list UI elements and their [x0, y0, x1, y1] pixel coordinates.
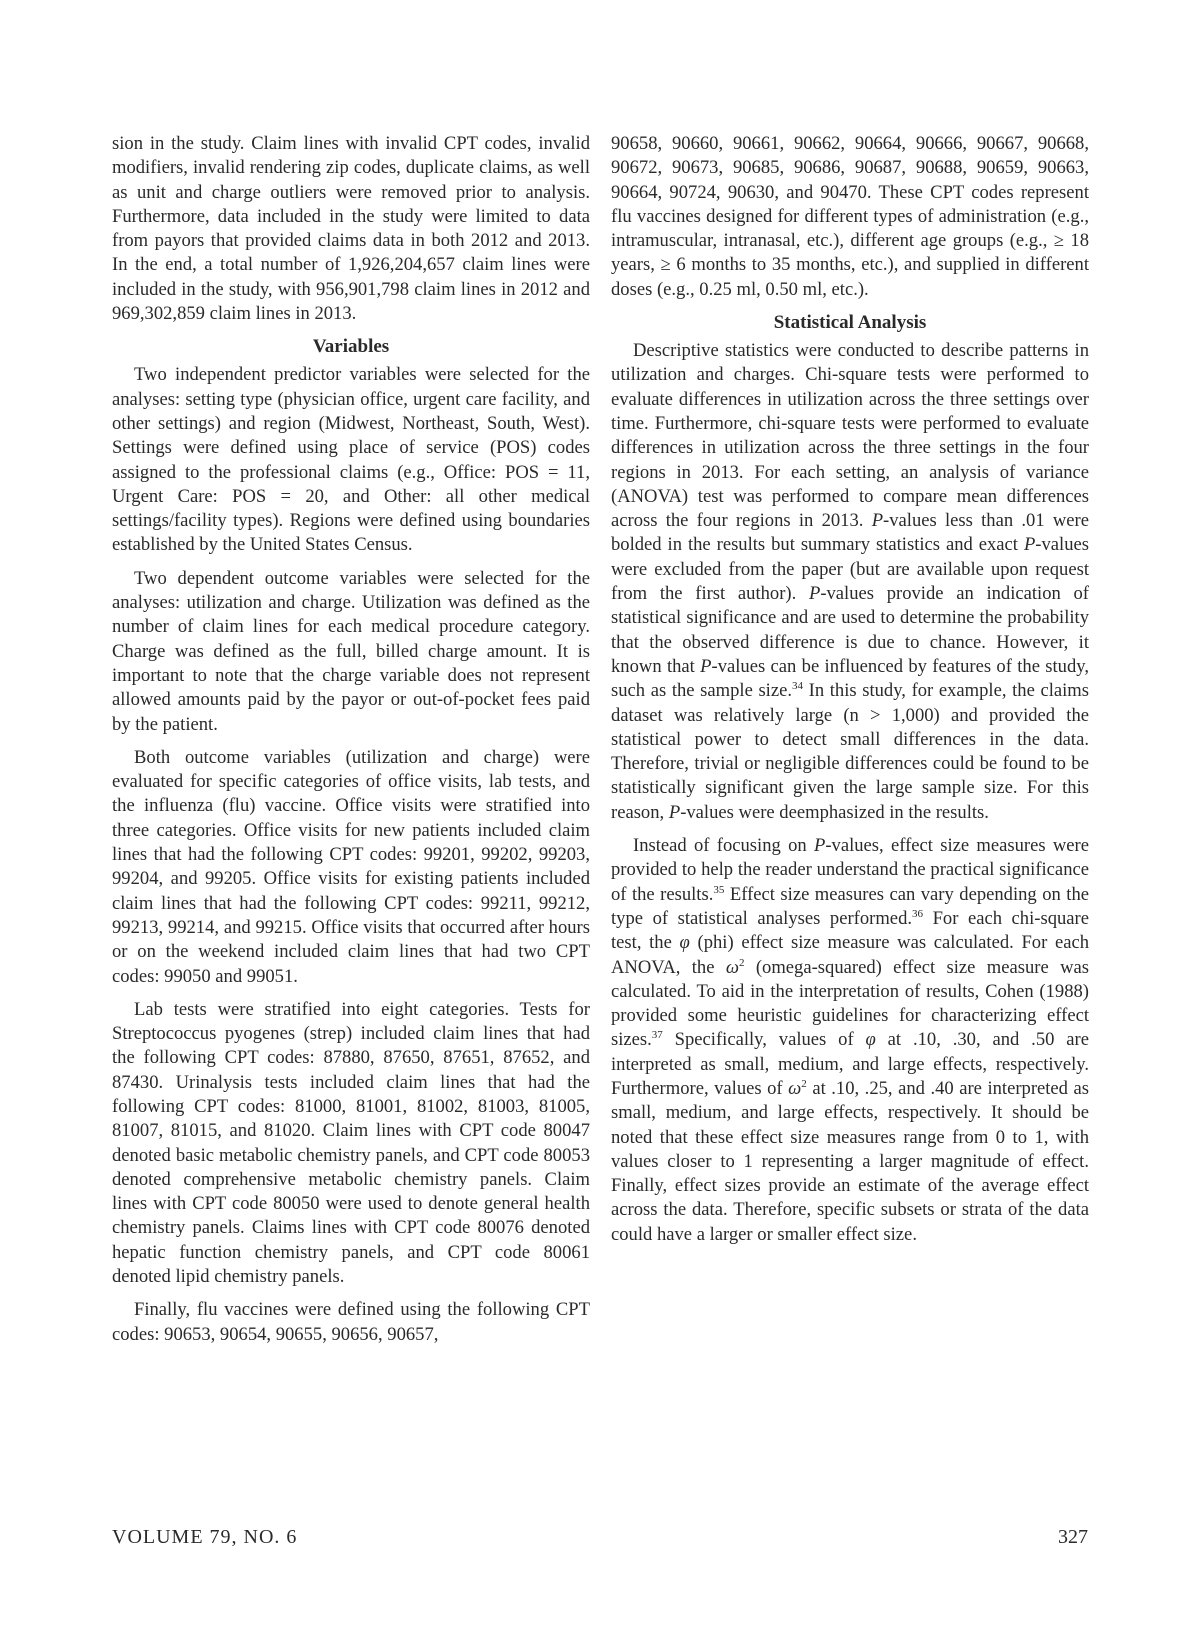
text-run: -values, effect size measures were provided to help the reader understand the practical significance of the results. [611, 835, 1090, 905]
text-run: -values were deemphasized in the results. [680, 801, 989, 823]
volume-label: VOLUME 79, NO. 6 [112, 1526, 298, 1548]
italic-p: P [808, 583, 821, 605]
page-number: 327 [1058, 1526, 1088, 1548]
superscript-2: 2 [801, 1077, 807, 1090]
italic-p: P [1023, 534, 1036, 556]
text-run: Effect size measures can vary depending on the type of statistical analyses performed. [611, 883, 1089, 929]
superscript-2: 2 [738, 956, 745, 969]
paragraph: Both outcome variables (utilization and charge) were evaluated for specific categories of office visits, lab tests, and the influenza (flu) vaccine. Office visits were stratified into three categories. Office visits for new patients included claim lines that had the following CPT codes: 99201, 99202, 99203, 99204, and 99205. Office visits for existing patients included claim lines that had the following CPT codes: 99211, 99212, 99213, 99214, and 99215. Office visits that occurred after hours or on the weekend included claim lines that had two CPT codes: 99050 and 99051. [112, 746, 590, 987]
paragraph: Two dependent outcome variables were selected for the analyses: utilization and charge. Utilization was defined as the number of claim lines for each medical procedure category. Charge was defined as the full, billed charge amount. It is important to note that the charge variable does not represent allowed amounts paid by the payor or out-of-pocket fees paid by the patient. [112, 567, 590, 735]
reference-36: 36 [912, 907, 924, 920]
text-run: -values can be influenced by features of the study, such as the sample size. [611, 655, 1090, 702]
text-run: -values were excluded from the paper (but are available upon request from the first author). [611, 534, 1089, 605]
paragraph [611, 339, 1089, 825]
paragraph: Two independent predictor variables were selected for the analyses: setting type (physician office, urgent care facility, and other settings) and region (Midwest, Northeast, South, West). Settings were defined using place of service (POS) codes assigned to the professional claims (e.g., Office: POS = 11, Urgent Care: POS = 20, and Other: all other medical settings/facility types). Regions were defined using boundaries established by the United States Census. [112, 364, 590, 556]
italic-p: P [668, 801, 681, 823]
text-run: -values less than .01 were bolded in the results but summary statistics and exact [611, 510, 1089, 556]
text-run: In this study, for example, the claims dataset was relatively large (n > 1,000) and provided the statistical power to detect small differences in the data. Therefore, trivial or negligible differences could be found to be statistically significant given the large sample size. For this reason, [611, 680, 1089, 823]
text-run: at .10, .30, and .50 are interpreted as small, medium, and large effects, respectively. Furthermore, values of [611, 1029, 1089, 1099]
reference-35: 35 [713, 883, 725, 896]
omega-symbol: ω [725, 956, 739, 978]
text-run: Descriptive statistics were conducted to describe patterns in utilization and charges. Chi-square tests were performed to evaluate differences in utilization across the three settings over time. Furthermore, chi-square tests were performed to evaluate differences in utilization across the three settings in the four regions in 2013. For each setting, an analysis of variance (ANOVA) test was performed to compare mean differences across the four regions in 2013. [611, 340, 1089, 532]
paragraph: sion in the study. Claim lines with invalid CPT codes, invalid modifiers, invalid rendering zip codes, duplicate claims, as well as unit and charge outliers were removed prior to analysis. Furthermore, data included in the study were limited to data from payors that provided claims data in both 2012 and 2013. In the end, a total number of 1,926,204,657 claim lines were included in the study, with 956,901,798 claim lines in 2012 and 969,302,859 claim lines in 2013. [112, 133, 590, 325]
paragraph: Lab tests were stratified into eight categories. Tests for Streptococcus pyogenes (strep) included claim lines that had the following CPT codes: 87880, 87650, 87651, 87652, and 87430. Urinalysis tests included claim lines that had the following CPT codes: 81000, 81001, 81002, 81003, 81005, 81007, 81015, and 81020. Claim lines with CPT code 80047 denoted basic metabolic chemistry panels, and CPT code 80053 denoted comprehensive metabolic chemistry panels. Claim lines with CPT code 80050 were used to denote general health chemistry panels. Claims lines with CPT code 80076 denoted hepatic function chemistry panels, and CPT code 80061 denoted lipid chemistry panels. [112, 998, 590, 1288]
text-run: -values provide an indication of statistical significance and are used to determine the probability that the observed difference is due to chance. However, it known that [611, 583, 1089, 677]
italic-p: P [813, 835, 826, 857]
paragraph: Finally, flu vaccines were defined using the following CPT codes: 90653, 90654, 90655, 90656, 90657, [112, 1299, 590, 1345]
text-run: (omega-squared) effect size measure was calculated. To aid in the interpretation of results, Cohen (1988) provided some heuristic guidelines for characterizing effect sizes. [611, 956, 1090, 1051]
paragraph: 90658, 90660, 90661, 90662, 90664, 90666, 90667, 90668, 90672, 90673, 90685, 90686, 90687, 90688, 90659, 90663, 90664, 90724, 90630, and 90470. These CPT codes represent flu vaccines designed for different types of administration (e.g., intramuscular, intranasal, etc.), different age groups (e.g., ≥ 18 years, ≥ 6 months to 35 months, etc.), and supplied in different doses (e.g., 0.25 ml, 0.50 ml, etc.). [611, 133, 1089, 300]
text-run: For each chi-square test, the [611, 907, 1089, 954]
italic-p: P [871, 510, 884, 532]
right-column [611, 132, 1089, 1256]
phi-symbol: φ [679, 932, 690, 954]
reference-34: 34 [792, 680, 803, 693]
paragraph [611, 834, 1089, 1247]
phi-symbol: φ [865, 1029, 876, 1051]
section-heading-statistical-analysis: Statistical Analysis [773, 312, 927, 334]
omega-symbol: ω [788, 1077, 802, 1099]
text-run: (phi) effect size measure was calculated. For each ANOVA, the [611, 932, 1090, 978]
text-run: Instead of focusing on [633, 835, 814, 857]
reference-37: 37 [651, 1029, 663, 1042]
text-run: Specifically, values of [662, 1029, 866, 1051]
left-column [112, 132, 590, 1356]
text-run: at .10, .25, and .40 are interpreted as small, medium, and large effects, respectively. It should be noted that these effect size measures range from 0 to 1, with values closer to 1 representing a larger magnitude of effect. Finally, effect sizes provide an estimate of the average effect across the data. Therefore, specific subsets or strata of the data could have a larger or smaller effect size. [611, 1077, 1089, 1245]
section-heading-variables: Variables [312, 336, 390, 358]
italic-p: P [700, 655, 712, 677]
